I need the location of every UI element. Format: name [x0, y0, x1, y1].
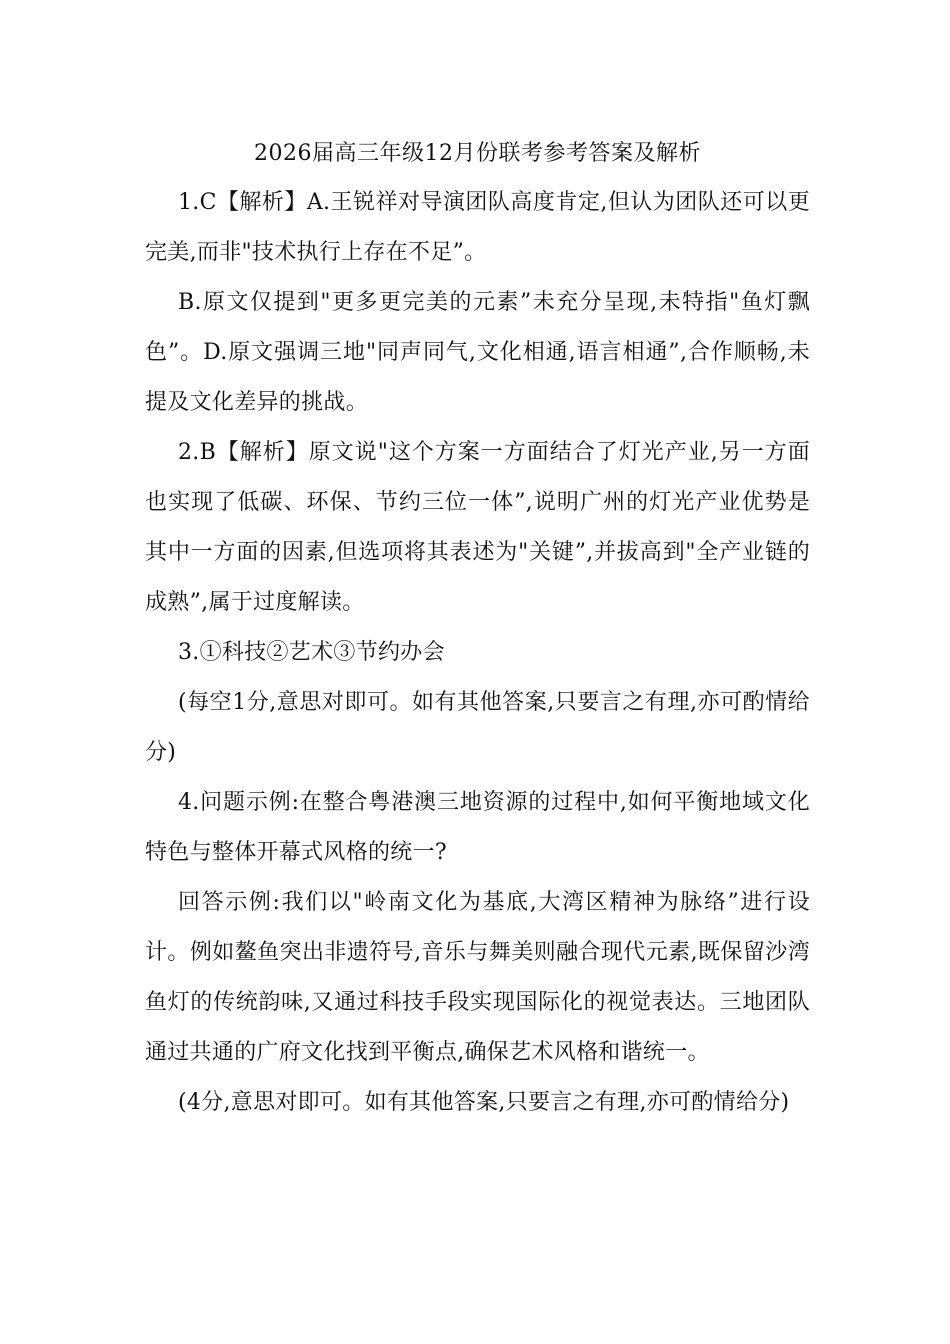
- answer-4-scoring-note: (4分,意思对即可。如有其他答案,只要言之有理,亦可酌情给分): [178, 1090, 790, 1115]
- answer-4-question-example: 4.问题示例:在整合粤港澳三地资源的过程中,如何平衡地域文化特色与整体开幕式风格的统一?: [145, 790, 810, 865]
- answer-2-analysis: 2.B【解析】原文说"这个方案一方面结合了灯光产业,另一方面也实现了低碳、环保、节约三位一体”,说明广州的灯光产业优势是其中一方面的因素,但选项将其表述为"关键”,并拔高到"全产业链的成熟”,属于过度解读。: [145, 440, 810, 615]
- answer-4-response-example: 回答示例:我们以"岭南文化为基底,大湾区精神为脉络”进行设计。例如鳌鱼突出非遗符号,音乐与舞美则融合现代元素,既保留沙湾鱼灯的传统韵味,又通过科技手段实现国际化的视觉表达。三地团队通过共通的广府文化找到平衡点,确保艺术风格和谐统一。: [145, 890, 810, 1065]
- answer-3: 3.①科技②艺术③节约办会: [178, 640, 445, 665]
- answer-document: [145, 130, 810, 1128]
- document-title: 2026届高三年级12月份联考参考答案及解析: [254, 141, 701, 166]
- answer-3-scoring-note: (每空1分,意思对即可。如有其他答案,只要言之有理,亦可酌情给分): [145, 690, 810, 765]
- answer-1-analysis-continued: B.原文仅提到"更多更完美的元素”未充分呈现,未特指"鱼灯飘色”。D.原文强调三地"同声同气,文化相通,语言相通”,合作顺畅,未提及文化差异的挑战。: [145, 290, 810, 415]
- answer-1-analysis: 1.C【解析】A.王锐祥对导演团队高度肯定,但认为团队还可以更完美,而非"技术执行上存在不足”。: [145, 190, 810, 265]
